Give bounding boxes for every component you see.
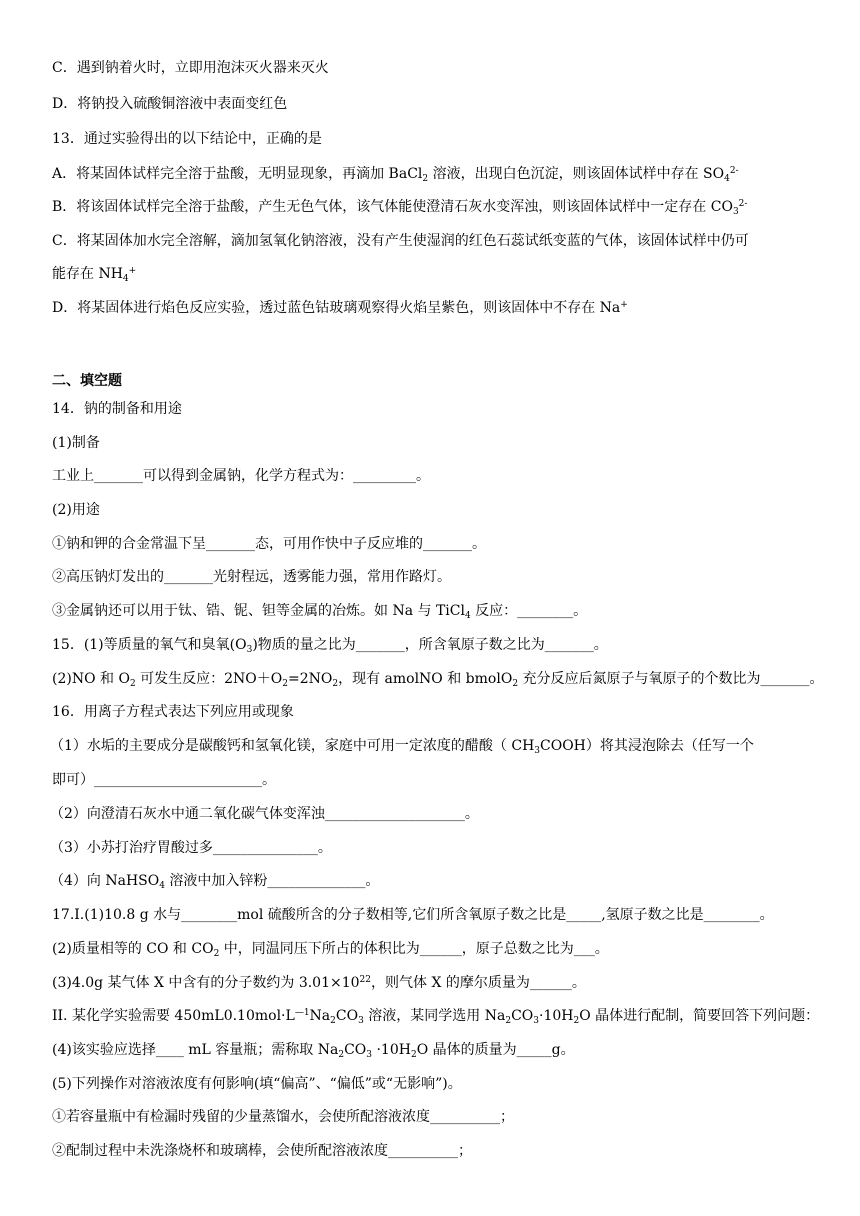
text-run: 二、填空题 bbox=[52, 373, 122, 389]
superscript: + bbox=[620, 300, 628, 310]
text-line-q14p2a bbox=[52, 535, 486, 553]
text-run: 13．通过实验得出的以下结论中，正确的是 bbox=[52, 131, 322, 147]
subscript: 2 bbox=[330, 1016, 336, 1026]
text-run: A．将某固体试样完全溶于盐酸，无明显现象，再滴加 BaCl bbox=[52, 166, 423, 182]
subscript: 2 bbox=[512, 679, 519, 689]
text-line-q16d bbox=[50, 872, 379, 890]
text-run: ③金属钠还可以用于钛、锆、铌、钽等金属的冶炼。如 Na 与 TiCl bbox=[52, 603, 465, 619]
text-run: (5)下列操作对溶液浓度有何影响(填“偏高”、“偏低”或“无影响”)。 bbox=[52, 1076, 462, 1092]
text-run: B．将该固体试样完全溶于盐酸，产生无色气体，该气体能使澄清石灰水变浑浊，则该固体试样中一定存在 CO bbox=[52, 199, 733, 215]
text-run: =2NO bbox=[287, 671, 333, 687]
subscript: 3 bbox=[533, 1016, 539, 1026]
subscript: 2 bbox=[338, 1050, 345, 1060]
text-run: 16．用离子方程式表达下列应用或现象 bbox=[52, 704, 294, 720]
text-run: ·10H bbox=[372, 1042, 411, 1058]
subscript: 4 bbox=[159, 881, 165, 891]
text-line-q14 bbox=[52, 400, 182, 418]
text-run: CO bbox=[344, 1042, 367, 1058]
subscript: 2 bbox=[129, 679, 136, 689]
text-run: ，则气体 X 的摩尔质量为______。 bbox=[371, 975, 586, 991]
text-run: （4）向 NaHSO bbox=[50, 873, 160, 889]
text-line-q17e bbox=[52, 1075, 462, 1093]
text-line-q12c bbox=[52, 59, 329, 77]
text-line-q12d bbox=[52, 95, 287, 113]
text-line-q13c2 bbox=[52, 265, 136, 283]
text-run: C．遇到钠着火时，立即用泡沫灭火器来灭火 bbox=[52, 60, 329, 76]
text-run: 17.Ⅰ.(1)10.8 g 水与________mol 硫酸所含的分子数相等,它们所含氧原子数之比是_____,氢原子数之比是________。 bbox=[52, 907, 774, 923]
text-run: O 晶体的质量为_____g。 bbox=[416, 1042, 575, 1058]
text-line-q17b bbox=[52, 940, 609, 958]
text-line-q17c bbox=[52, 974, 586, 992]
subscript: 3 bbox=[246, 645, 253, 655]
text-line-q14p2b bbox=[52, 568, 451, 586]
text-run: II. 某化学实验需要 450mL0.10mol·L bbox=[52, 1008, 295, 1024]
text-line-q16c bbox=[50, 839, 332, 857]
text-run: ①若容量瓶中有检漏时残留的少量蒸馏水，会使所配溶液浓度__________； bbox=[52, 1109, 514, 1125]
subscript: 2 bbox=[505, 1016, 512, 1026]
subscript: 2 bbox=[573, 1016, 580, 1026]
text-line-q17d bbox=[52, 1041, 575, 1059]
text-run: （2）向澄清石灰水中通二氧化碳气体变浑浊____________________。 bbox=[50, 806, 479, 822]
subscript: 3 bbox=[358, 1016, 364, 1026]
text-line-q15b bbox=[52, 670, 824, 688]
text-run: )物质的量之比为_______，所含氧原子数之比为_______。 bbox=[252, 637, 608, 653]
text-run: (4)该实验应选择____ mL 容量瓶；需称取 Na bbox=[52, 1042, 339, 1058]
subscript: 4 bbox=[464, 611, 471, 621]
subscript: 2 bbox=[282, 679, 288, 689]
subscript: 3 bbox=[534, 746, 541, 756]
text-run: Na bbox=[309, 1008, 331, 1024]
text-line-q17e2 bbox=[52, 1142, 472, 1160]
subscript: 2 bbox=[332, 679, 339, 689]
subscript: 3 bbox=[366, 1050, 373, 1060]
text-line-q13b bbox=[52, 198, 747, 216]
text-run: 能存在 NH bbox=[52, 266, 123, 282]
superscript: + bbox=[128, 266, 137, 276]
text-run: 14．钠的制备和用途 bbox=[52, 401, 182, 417]
text-run: CO bbox=[335, 1008, 359, 1024]
text-run: COOH）将其浸泡除去（任写一个 bbox=[540, 738, 754, 754]
text-line-q16 bbox=[52, 703, 294, 721]
text-run: ②配制过程中未洗涤烧杯和玻璃棒，会使所配溶液浓度__________； bbox=[52, 1143, 472, 1159]
text-run: 充分反应后氮原子与氧原子的个数比为_______。 bbox=[518, 671, 824, 687]
subscript: 4 bbox=[724, 174, 730, 184]
subscript: 3 bbox=[732, 207, 739, 217]
subscript: 2 bbox=[213, 949, 220, 959]
text-run: (2)质量相等的 CO 和 CO bbox=[52, 941, 214, 957]
text-run: （1）水垢的主要成分是碳酸钙和氢氧化镁，家庭中可用一定浓度的醋酸（ CH bbox=[50, 738, 535, 754]
superscript: 2- bbox=[729, 166, 739, 176]
text-run: ①钠和钾的合金常温下呈_______态，可用作快中子反应堆的_______。 bbox=[52, 536, 486, 552]
text-run: CO bbox=[511, 1008, 534, 1024]
text-line-q16a1 bbox=[50, 737, 754, 755]
text-run: 可发生反应：2NO＋O bbox=[135, 671, 283, 687]
text-run: (2)用途 bbox=[52, 502, 100, 518]
text-line-q13c1 bbox=[52, 232, 749, 250]
text-line-q17e1 bbox=[52, 1108, 514, 1126]
subscript: 4 bbox=[122, 274, 129, 284]
text-run: ②高压钠灯发出的_______光射程远，透雾能力强，常用作路灯。 bbox=[52, 569, 451, 585]
text-line-q13 bbox=[52, 130, 322, 148]
text-line-q16b bbox=[50, 805, 479, 823]
text-line-q14p1a bbox=[52, 467, 430, 485]
subscript: 2 bbox=[410, 1050, 417, 1060]
text-run: 溶液中加入锌粉______________。 bbox=[164, 873, 380, 889]
text-line-sec2 bbox=[52, 372, 122, 390]
text-run: 中，同温同压下所占的体积比为______，原子总数之比为___。 bbox=[219, 941, 609, 957]
superscript: —1 bbox=[294, 1008, 310, 1018]
text-run: (3)4.0g 某气体 X 中含有的分子数约为 3.01×10 bbox=[52, 975, 360, 991]
text-run: D．将某固体进行焰色反应实验，透过蓝色钴玻璃观察得火焰呈紫色，则该固体中不存在 Na bbox=[52, 300, 621, 316]
superscript: 2- bbox=[738, 199, 748, 209]
text-run: ·10H bbox=[539, 1008, 574, 1024]
text-run: 反应：________。 bbox=[470, 603, 588, 619]
text-line-q14p1 bbox=[52, 434, 100, 452]
text-run: (2)NO 和 O bbox=[52, 671, 130, 687]
text-run: 溶液，某同学选用 Na bbox=[363, 1008, 506, 1024]
text-run: D．将钠投入硫酸铜溶液中表面变红色 bbox=[52, 96, 288, 112]
subscript: 2 bbox=[422, 174, 429, 184]
text-line-q13a bbox=[52, 165, 739, 183]
text-run: (1)制备 bbox=[52, 435, 100, 451]
text-run: 溶液，出现白色沉淀，则该固体试样中存在 SO bbox=[428, 166, 725, 182]
text-run: （3）小苏打治疗胃酸过多_______________。 bbox=[50, 840, 332, 856]
text-line-q15 bbox=[52, 636, 608, 654]
superscript: 22 bbox=[359, 975, 371, 985]
text-line-q17ii bbox=[52, 1007, 819, 1025]
text-run: C．将某固体加水完全溶解，滴加氢氧化钠溶液，没有产生使湿润的红色石蕊试纸变蓝的气体，该固体试样中仍可 bbox=[52, 233, 749, 249]
text-run: 工业上_______可以得到金属钠，化学方程式为：_________。 bbox=[52, 468, 430, 484]
text-line-q14p2c bbox=[52, 602, 587, 620]
text-run: 即可）________________________。 bbox=[52, 772, 276, 788]
text-line-q17 bbox=[52, 906, 774, 924]
text-line-q14p2 bbox=[52, 501, 100, 519]
text-run: 15．(1)等质量的氧气和臭氧(O bbox=[52, 637, 247, 653]
text-run: ，现有 amolNO 和 bmolO bbox=[338, 671, 513, 687]
text-line-q13d bbox=[52, 299, 628, 317]
text-line-q16a2 bbox=[52, 771, 276, 789]
text-run: O 晶体进行配制，简要回答下列问题： bbox=[579, 1008, 820, 1024]
